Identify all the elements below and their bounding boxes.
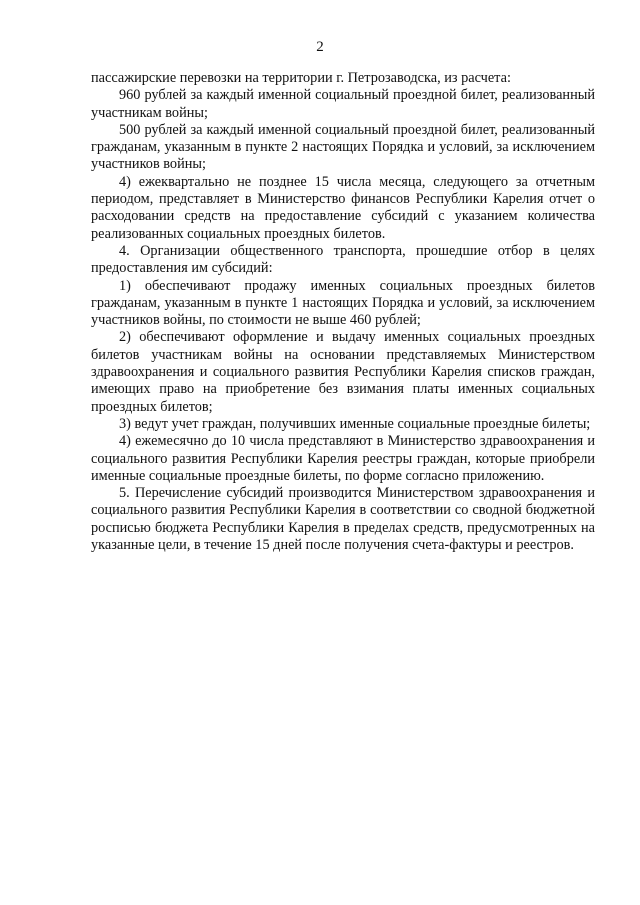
paragraph-subitem-2: 2) обеспечивают оформление и выдачу именных социальных проездных билетов участникам войны на основании представляемых Министерством здравоохранения и социального развития Республики Карелия списков граждан, имеющих право на приобретение без взимания платы именных социальных проездных билетов; bbox=[91, 329, 595, 415]
page-number: 2 bbox=[316, 39, 324, 55]
document-body bbox=[91, 70, 595, 554]
paragraph-rate-veterans: 960 рублей за каждый именной социальный проездной билет, реализованный участникам войны; bbox=[91, 87, 595, 121]
paragraph-subitem-1: 1) обеспечивают продажу именных социальных проездных билетов гражданам, указанным в пункте 1 настоящих Порядка и условий, за исключением участников войны, по стоимости не выше 460 рублей; bbox=[91, 277, 595, 329]
paragraph-subitem-4: 4) ежемесячно до 10 числа представляют в Министерство здравоохранения и социального развития Республики Карелия реестры граждан, которые приобрели именные социальные проездные билеты, по форме согласно приложению. bbox=[91, 433, 595, 484]
paragraph-continuation: пассажирские перевозки на территории г. Петрозаводска, из расчета: bbox=[91, 70, 511, 86]
paragraph-rate-citizens: 500 рублей за каждый именной социальный проездной билет, реализованный гражданам, указанным в пункте 2 настоящих Порядка и условий, за исключением участников войны; bbox=[91, 121, 595, 173]
paragraph-subitem-3: 3) ведут учет граждан, получивших именные социальные проездные билеты; bbox=[119, 415, 591, 432]
paragraph-item-4: 4. Организации общественного транспорта, прошедшие отбор в целях предоставления им субсидий: bbox=[91, 242, 595, 277]
paragraph-quarterly-report: 4) ежеквартально не позднее 15 числа месяца, следующего за отчетным периодом, представляет в Министерство финансов Республики Карелия отчет о расходовании средств на предоставление субсидий с указанием количества реализованных социальных проездных билетов. bbox=[91, 173, 595, 242]
paragraph-item-5: 5. Перечисление субсидий производится Министерством здравоохранения и социального развития Республики Карелия в соответствии со сводной бюджетной росписью бюджета Республики Карелия в пределах средств, предусмотренных на указанные цели, в течение 15 дней после получения счета-фактуры и реестров. bbox=[91, 485, 595, 554]
